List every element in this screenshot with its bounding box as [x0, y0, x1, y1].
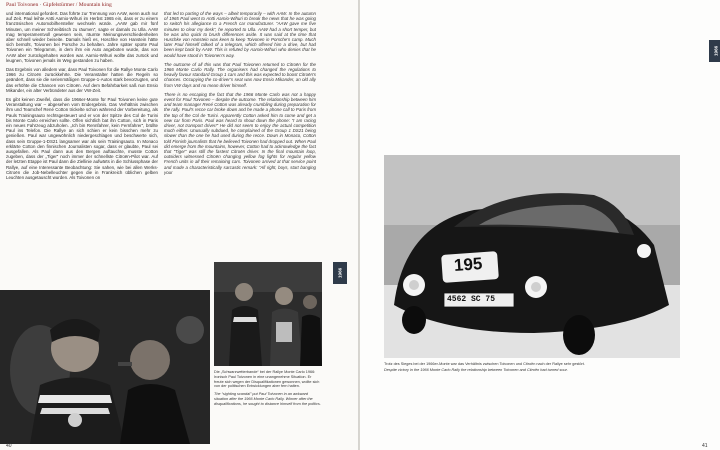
running-head: Paul Toivonen · Gipfelstürmer / Mountain king	[6, 2, 112, 8]
photo-interview	[0, 290, 210, 444]
caption-english: The “sighting scandal” put Paul Toivonen in an awkward situation after the 1966 Monte Carlo Rally. Winner after the disqualifications, he sought to distance himself from the politics.	[214, 392, 321, 406]
page-number-right: 41	[702, 443, 708, 449]
year-tab: 1966	[333, 262, 347, 284]
paragraph: Das Ergebnis von alledem war, dass Paul Toivonen für die Rallye Monte Carlo 1966 zu Citroën zurückkehrte. Die Veranstalter hatten die Regeln so geändert, dass sie die serienmäßigen Gruppe-1-Autos stark bevorzugten, und das erhöhte die Chancen von Citroën. Auf dem Befahrbarkeit saß nun Ensio Mikander, ein alter Verbündeter aus der VW-Zeit.	[6, 67, 158, 93]
left-page	[0, 0, 358, 450]
page-number-left: 40	[6, 443, 12, 449]
photo-caption	[384, 362, 680, 376]
photo-rally-officials	[214, 262, 322, 366]
car-plate: 4562 SC 75	[447, 295, 496, 304]
photo-caption	[214, 370, 322, 410]
photo-interview-image	[0, 290, 210, 444]
paragraph: There is no escaping the fact that the 1966 Monte Carlo was not a happy event for Paul Toivonen – despite the outcome. The relationship between him and team manager René Cotton was already crumbling during preparation for the rally. Paul’s recce car broke down and he made a phone call to Paris from the top of the Col de Turini. Apparently Cotton asked him to come and get a new car from Paris. Paul was heard to shout down the phone: “I am racing driver, not transport driver!” He did not seem to enjoy the actual competition much either. Unusually subdued, he complained of the Group 1 DS21 being slower than the one he had used during the recce. Down in Monaco, Cotton told Finnish journalists that he believed Toivonen had dropped out. When Paul did emerge from the mountains, however, Cotton had to acknowledge the fact that “Tiger” was still the fastest Citroën driver. In the final mountain loop, outsiders witnessed Citroën changing yellow fog lights for regular yellow French units in all their remaining cars. Toivonen arrived at that service point and made a characteristically sarcastic remark: “All right, boys, start banging your	[164, 91, 316, 175]
running-head-title: Paul Toivonen	[6, 2, 39, 8]
caption-german: Trotz des Sieges bei der 1966er-Monte war das Verhältnis zwischen Toivonen und Citroën nach der Rallye sehr gestört.	[384, 362, 585, 366]
caption-english: Despite victory in the 1966 Monte Carlo Rally the relationship between Toivonen and Citroën had turned sour.	[384, 367, 568, 372]
english-text-column	[164, 11, 316, 264]
german-text-column	[6, 11, 158, 261]
paragraph: that led to parting of the ways – albeit temporarily – with AAW. In the autumn of 1965 Paul went to Antti Aarnio-Wihuri to break the news that he was going to switch his allegiance to a French car manufacturer. “AAW gave me five minutes to clear my desk”, he reported to Ulla. AAW had a short temper, but he was also quick to brush differences aside. It was said at the time that Huschke von Hanstein was keen to keep Toivonen in Porsche’s camp. Much later Paul himself talked of a telegram, which offered him a drive, but had been kept back by AAW. This is refuted by Aarnio-Wihuri who denies that he would have stood in Toivonen’s way.	[164, 11, 316, 58]
photo-rally-car-image	[384, 155, 680, 358]
paragraph: und international gefordert. Das führte zur Trennung von AAW, wenn auch nur auf Zeit. Paul leihte Antti Aarnio-Wihuri im Herbst 1965 ein, dass er zu einem französischen Automobilhersteller wechseln würde. „AAW gab mir fünf Minuten, um meiner Schreibtisch zu räumen“, sagte er damals zu Ulla. AAW mag temperamentvoll gewesen sein, räumte Meinungsverschiedenheiten aber schnell wieder beiseite. Damals hieß es, Hoschke von Hanstein hätte sich bemüht, Toivonen bei Porsche zu behalten. Jahre später spürte Paul Toivonen ein Telegramm, in dem ihm ein Auto angeboten wurde, das von AAW aber zurückgehalten worden war. Aarnio-Wihuri wollte das zurück und leugnen, Toivonen jemals im Weg gestanden zu haben.	[6, 11, 158, 63]
photo-rally-officials-image	[214, 262, 322, 366]
year-tab: 1966	[709, 40, 720, 62]
running-head-section: Gipfelstürmer / Mountain king	[42, 2, 112, 8]
paragraph: Es gibt keinen Zweifel, dass die 1966er-Monte für Paul Toivonen keine gute Veranstaltung war – abgesehen vom Endergebnis. Das Verhältnis zwischen ihm und Teamchef René Cotton trickelte schon während der Vorbereitung, als Pauls Trainingsauto rechtsgesteuert und er von der Spitze des Col de Turini bis Monte Carlo erreichen sollte. Offen sichtlich bat ihn Cotton, sich in Paris ein neues Fahrzeug abzuholen. „Ich bin Rennfahrer, kein Fernfahrer“, brüllte Paul ins Telefon. Die Rallye an sich schien er kein bisschen mehr zu genießen. Paul war ungewöhnlich niedergeschlagen und beschwerte sich, dass sein Gruppe-1-DS21 langsamer war als sein Trainingsauto. In Monaco erklärte Cotton den finnischen Journalisten sogar, dass er glaubte, Paul sei ausgefallen. Als Paul dann aus den Bergen auftauchte, musste Cotton zugeben, dass der „Tiger“ noch immer der schnellste Citroën-Pilot war. Auf der letzten Etappe ist Paul dann die Ziellinie aufwärts in die Schlussphase der Rallye, auf eine Interessante Beobachtung: Sie sahen, wie bei allen Werks-Citroën die Job-Nebelleuchter gegen die in Frankreich üblichen gelben Leuchten ausgetauscht wurden. Als Toivonen on	[6, 97, 158, 181]
paragraph: The outcome of all this was that Paul Toivonen returned to Citroën for the 1966 Monte Carlo Rally. The organisers had changed the regulations to heavily favour standard Group 1 cars and this was expected to boost Citroën’s chances. Occupying the co-driver’s seat was now Ensio Mikander, an old ally from VW days and no mean driver himself.	[164, 61, 316, 88]
photo-rally-car	[384, 155, 680, 358]
caption-german: Die „Schwarzwetterbande“ bei der Rallye Monte Carlo 1966: Ironisch Paul Toivonen in eine unangenehme Situation. Er freute sich wegen der Disqualifikationen gewonnen, wollte sich von der politischen Entwicklungen aber fern halten.	[214, 370, 320, 389]
car-number: 195	[453, 254, 483, 275]
